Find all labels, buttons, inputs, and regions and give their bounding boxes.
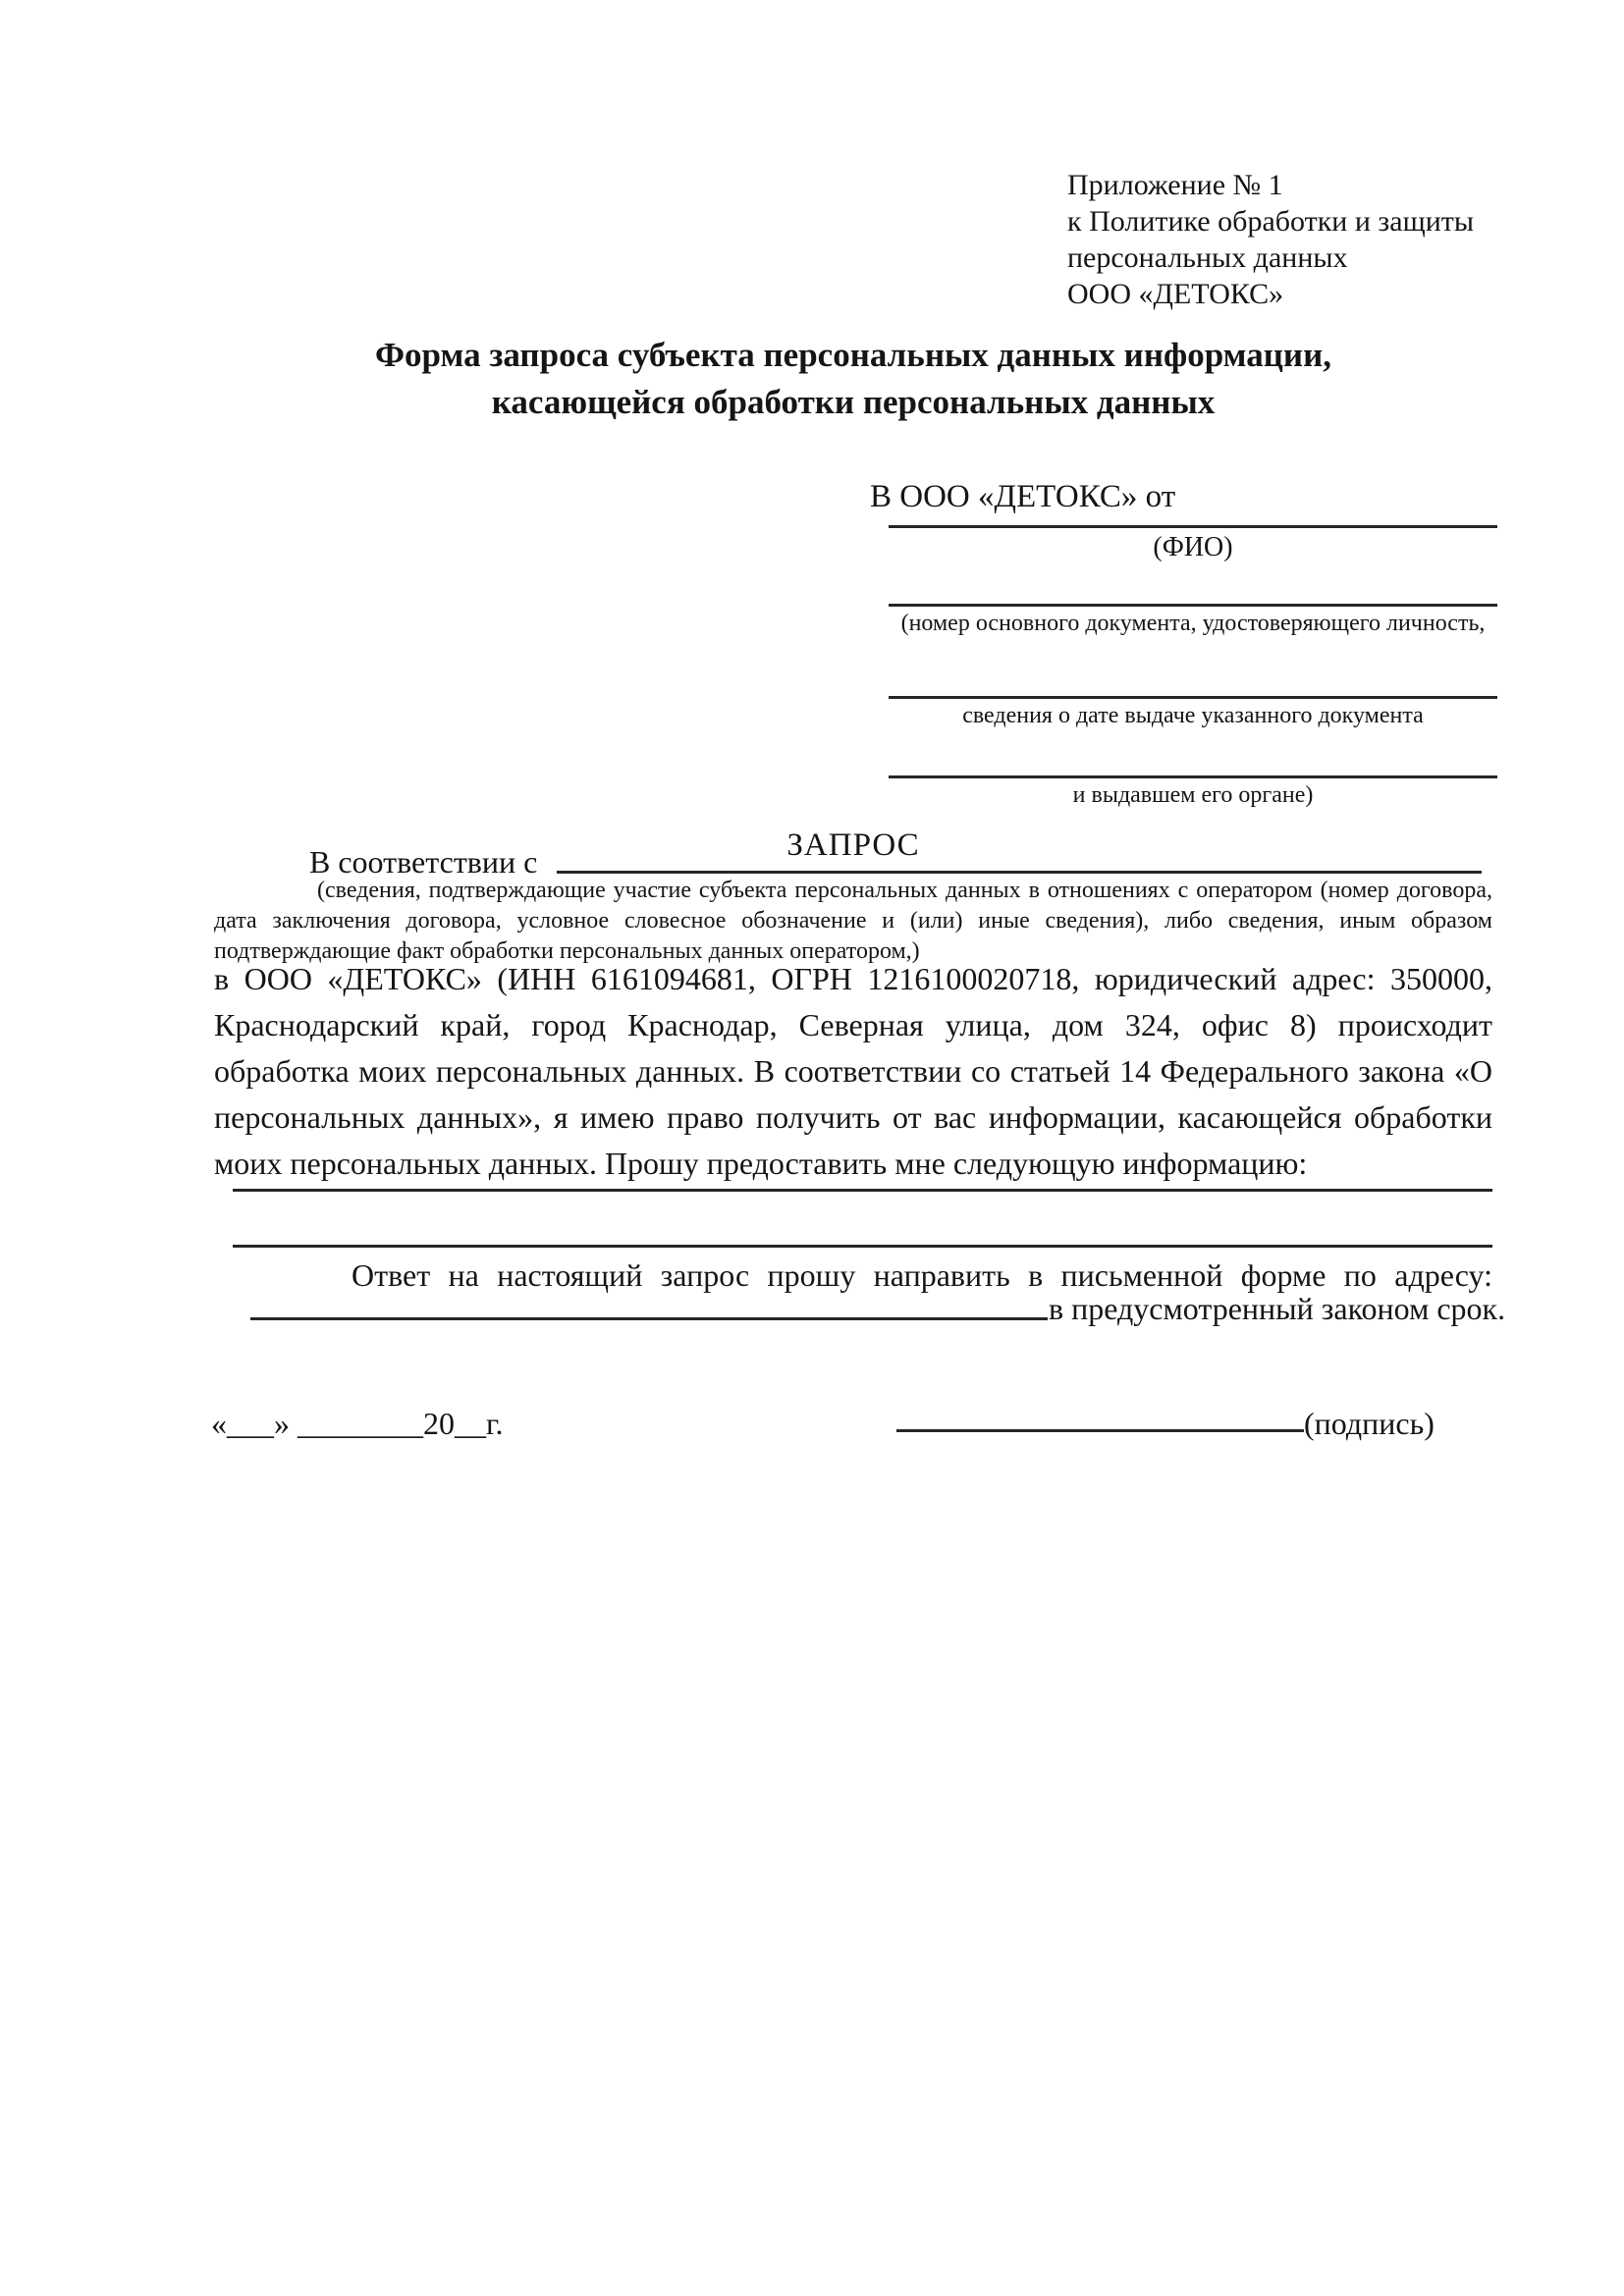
- fill-line-issuing-authority: [889, 775, 1497, 778]
- signature-caption: (подпись): [1304, 1406, 1435, 1441]
- fill-caption-issue-date: сведения о дате выдаче указанного документа: [962, 703, 1424, 728]
- fill-line-document-number: [889, 604, 1497, 607]
- fill-caption-document-number: (номер основного документа, удостоверяющего личность,: [900, 611, 1486, 636]
- fill-line-basis: [557, 871, 1482, 874]
- request-body-paragraph: в ООО «ДЕТОКС» (ИНН 6161094681, ОГРН 1216100020718, юридический адрес: 350000, Краснодарский край, город Краснодар, Северная улица, дом 324, офис 8) происходит обработка моих персональных данных. В соответствии со статьей 14 Федерального закона «О персональных данных», я имею право получить от вас информации, касающейся обработки моих персональных данных. Прошу предоставить мне следующую информацию:: [214, 961, 1492, 1181]
- request-intro-prefix: В соответствии с: [309, 844, 538, 880]
- appendix-note-line: к Политике обработки и защиты: [1067, 205, 1475, 238]
- fill-line-fio: [889, 525, 1497, 528]
- blank-line-info-2: [233, 1245, 1492, 1248]
- appendix-note: [1067, 167, 1474, 312]
- appendix-note-line: персональных данных: [1067, 241, 1348, 274]
- date-blank: «___» ________20__г.: [211, 1406, 504, 1441]
- appendix-note-line: Приложение № 1: [1067, 169, 1283, 201]
- appendix-note-line: ООО «ДЕТОКС»: [1067, 278, 1284, 310]
- document-title-line: Форма запроса субъекта персональных данных информации,: [374, 336, 1332, 374]
- request-intro-note: (сведения, подтверждающие участие субъекта персональных данных в отношениях с оператором (номер договора, дата заключения договора, условное словесное обозначение и (или) иные сведения), либо сведения, иным образом подтверждающие факт обработки персональных данных оператором,): [214, 878, 1492, 964]
- document-title: [214, 332, 1492, 426]
- fill-line-issue-date: [889, 696, 1497, 699]
- signature-line: [896, 1429, 1304, 1432]
- blank-line-info-1: [233, 1189, 1492, 1192]
- fill-caption-issuing-authority: и выдавшем его органе): [1072, 782, 1314, 808]
- fill-line-address: [250, 1317, 1048, 1320]
- fill-caption-fio: (ФИО): [1153, 532, 1233, 562]
- document-title-line: касающейся обработки персональных данных: [491, 383, 1216, 421]
- recipient-line: В ООО «ДЕТОКС» от: [870, 479, 1176, 514]
- reply-sentence: Ответ на настоящий запрос прошу направить в письменной форме по адресу:: [352, 1257, 1492, 1293]
- reply-tail: в предусмотренный законом срок.: [1049, 1291, 1506, 1326]
- request-heading: ЗАПРОС: [786, 828, 920, 863]
